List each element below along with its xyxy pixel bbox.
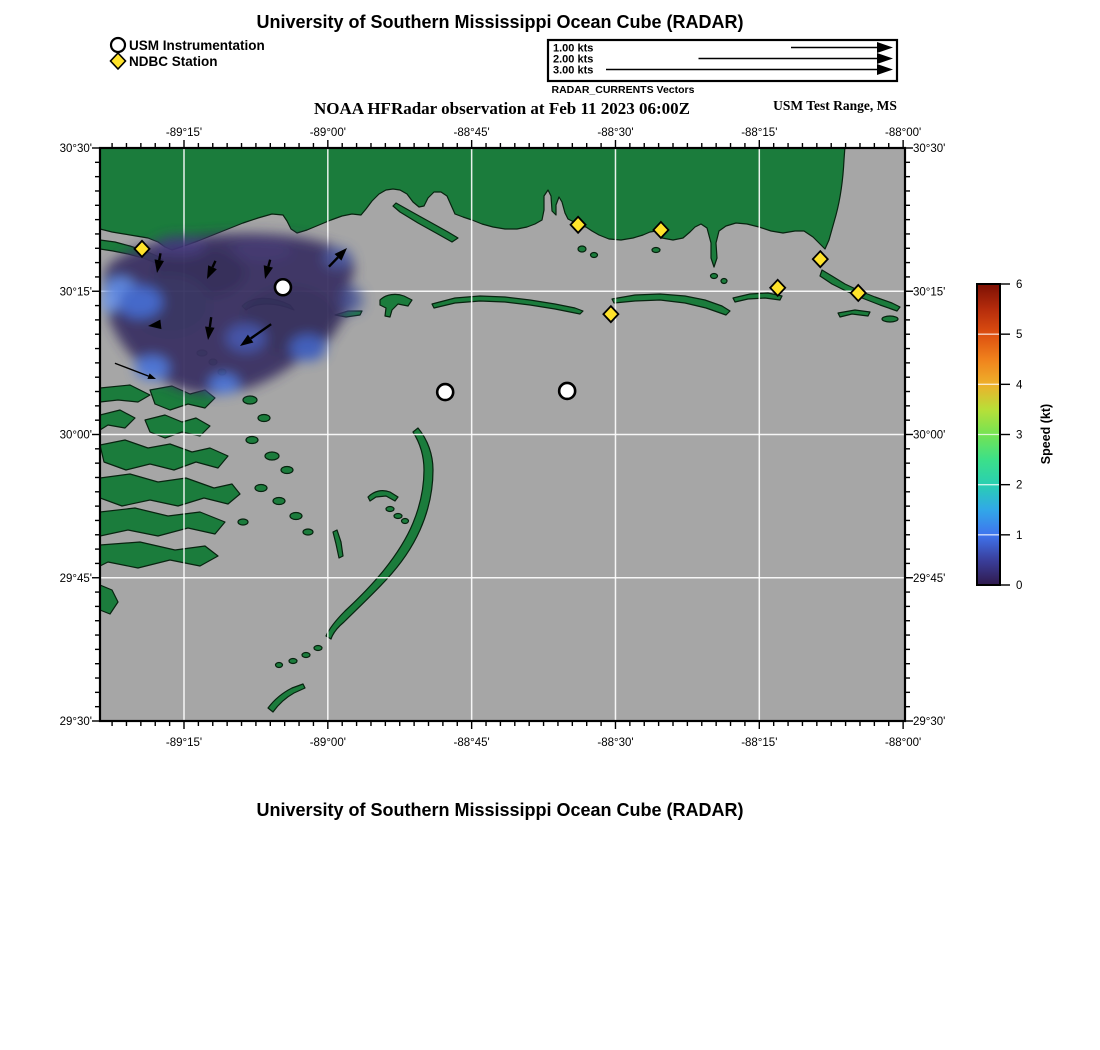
observation-subtitle: NOAA HFRadar observation at Feb 11 2023 06:00Z — [313, 99, 691, 118]
vector-scale-caption: RADAR_CURRENTS Vectors — [551, 84, 695, 96]
x-tick-label-bottom: -89°15' — [165, 737, 203, 749]
colorbar-tick-label: 4 — [1016, 379, 1023, 392]
x-tick-label-bottom: -88°00' — [885, 737, 922, 749]
x-tick-label-bottom: -88°30' — [597, 737, 634, 749]
symbol-legend — [111, 38, 265, 69]
vector-scale-1kt-label: 1.00 kts — [553, 42, 594, 55]
colorbar-tick-label: 5 — [1016, 329, 1023, 342]
usm-instrument-marker — [275, 279, 291, 295]
colorbar-tick-label: 1 — [1016, 529, 1023, 542]
colorbar-axis-label: Speed (kt) — [1039, 403, 1053, 465]
y-tick-label-right: 29°30' — [913, 716, 946, 728]
x-tick-label-top: -88°30' — [597, 127, 634, 139]
colorbar-tick-label: 6 — [1016, 279, 1023, 291]
y-tick-label-right: 30°00' — [913, 429, 946, 442]
ndbc-station-diamond-icon — [111, 53, 126, 69]
footer-title: University of Southern Mississippi Ocean Cube (RADAR) — [256, 800, 744, 820]
colorbar-tick-label: 3 — [1016, 429, 1023, 442]
x-tick-label-top: -88°00' — [885, 127, 922, 139]
vector-scale-3kt-label: 3.00 kts — [553, 64, 594, 77]
y-tick-label-right: 29°45' — [913, 572, 946, 585]
legend-ndbc-label: NDBC Station — [129, 54, 218, 69]
legend-usm-label: USM Instrumentation — [129, 38, 265, 53]
x-tick-label-top: -89°15' — [165, 127, 203, 139]
y-tick-label-left: 30°15' — [59, 286, 92, 299]
colorbar-tick-label: 2 — [1016, 479, 1023, 492]
y-tick-label-left: 30°30' — [59, 143, 92, 155]
colorbar-tick-label: 0 — [1016, 580, 1023, 592]
x-tick-label-top: -88°45' — [453, 127, 490, 139]
y-tick-label-right: 30°15' — [913, 286, 946, 299]
usm-instrumentation-circle-icon — [111, 38, 125, 52]
x-tick-label-bottom: -88°15' — [741, 737, 778, 749]
y-tick-label-left: 30°00' — [59, 429, 92, 442]
y-tick-label-left: 29°45' — [59, 572, 92, 585]
y-tick-label-left: 29°30' — [59, 716, 92, 728]
x-tick-label-bottom: -88°45' — [453, 737, 490, 749]
usm-instrument-marker — [559, 383, 575, 399]
colorbar-ticks — [1000, 279, 1023, 592]
page-title: University of Southern Mississippi Ocean Cube (RADAR) — [256, 12, 744, 32]
usm-instrument-marker — [437, 384, 453, 400]
vector-scale-box — [548, 40, 897, 81]
y-tick-label-right: 30°30' — [913, 143, 946, 155]
x-tick-label-top: -88°15' — [741, 127, 778, 139]
test-range-label: USM Test Range, MS — [773, 98, 897, 113]
x-tick-label-bottom: -89°00' — [309, 737, 346, 749]
x-tick-label-top: -89°00' — [309, 127, 346, 139]
speed-colorbar — [977, 279, 1053, 592]
vector-scale-2kt-label: 2.00 kts — [553, 53, 594, 66]
map-plot — [60, 127, 946, 749]
